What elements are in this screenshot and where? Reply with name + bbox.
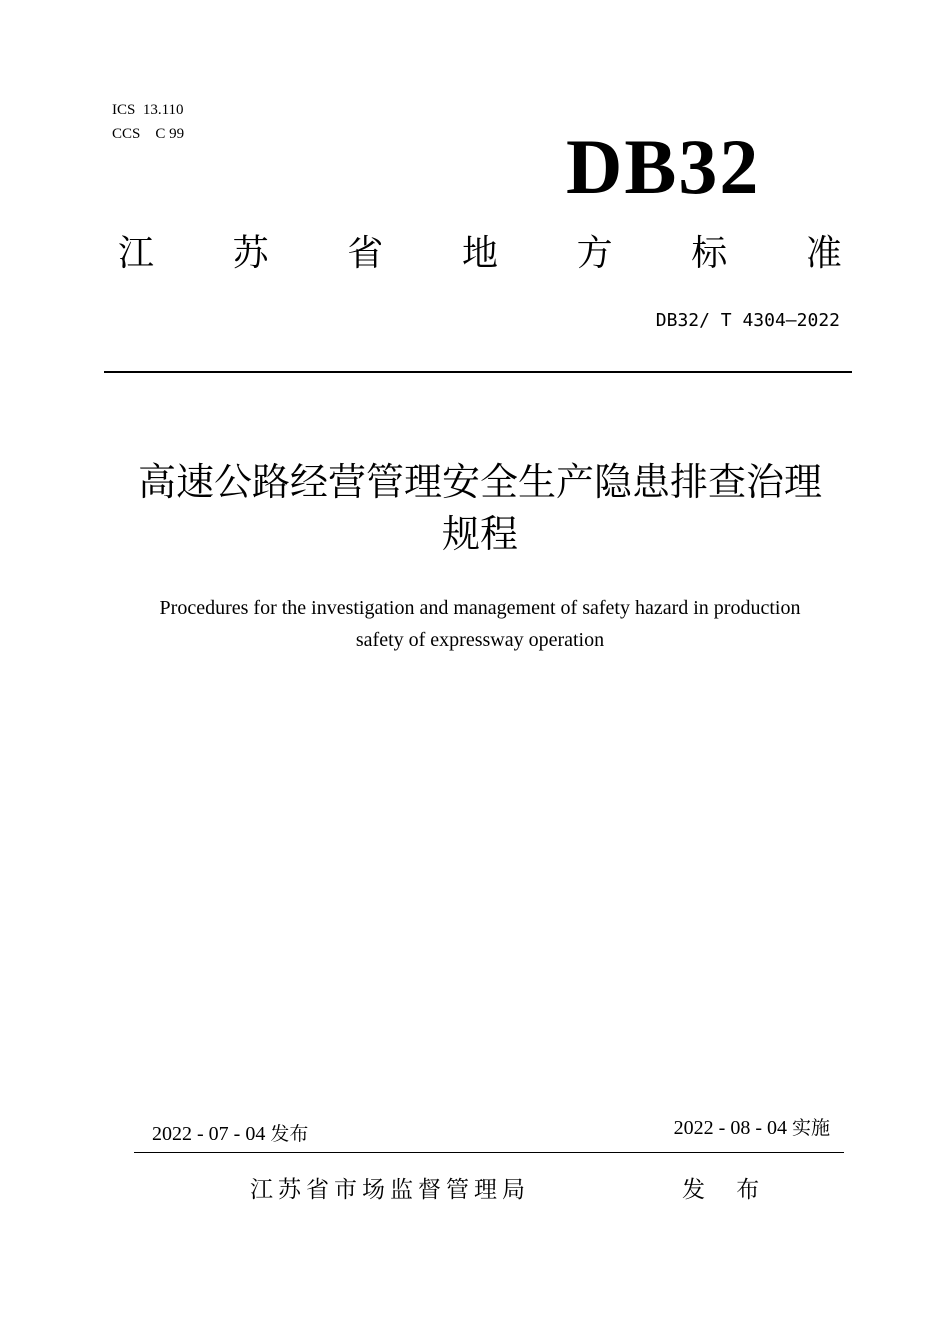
issue-label: 发布: [270, 1123, 309, 1145]
title-chinese: [60, 456, 900, 560]
implement-date: 2022 - 08 - 04: [673, 1117, 787, 1139]
standard-type-char: 江: [117, 233, 154, 274]
standard-type-char: 方: [576, 233, 613, 274]
bottom-divider: [134, 1152, 844, 1153]
ccs-code: CCS C 99: [112, 126, 185, 142]
implement-date-block: [674, 1114, 830, 1142]
issue-date: 2022 - 07 - 04: [152, 1123, 266, 1145]
title-chinese-line-1: 高速公路经营管理安全生产隐患排查治理: [137, 460, 822, 504]
standard-type-char: 省: [347, 233, 384, 274]
standard-number: DB32/ T 4304—2022: [655, 310, 840, 331]
implement-label: 实施: [791, 1117, 830, 1139]
title-english-line-1: Procedures for the investigation and management of safety hazard in production: [159, 597, 801, 619]
issue-word: 发 布: [682, 1177, 772, 1203]
classification-codes: [112, 98, 184, 146]
issuing-authority: 江苏省市场监督管理局: [250, 1177, 530, 1203]
standard-type-heading: [110, 228, 850, 280]
title-english: [60, 592, 900, 656]
title-english-line-2: safety of expressway operation: [355, 629, 605, 651]
title-chinese-line-2: 规程: [441, 512, 518, 556]
issue-date-block: [152, 1120, 308, 1148]
standard-type-char: 苏: [232, 233, 269, 274]
ics-code: ICS 13.110: [112, 102, 184, 118]
top-divider: [104, 371, 852, 373]
db-mark: DB32: [566, 123, 761, 210]
standard-type-char: 准: [805, 233, 842, 274]
standard-type-char: 地: [461, 233, 498, 274]
standard-type-char: 标: [691, 233, 728, 274]
